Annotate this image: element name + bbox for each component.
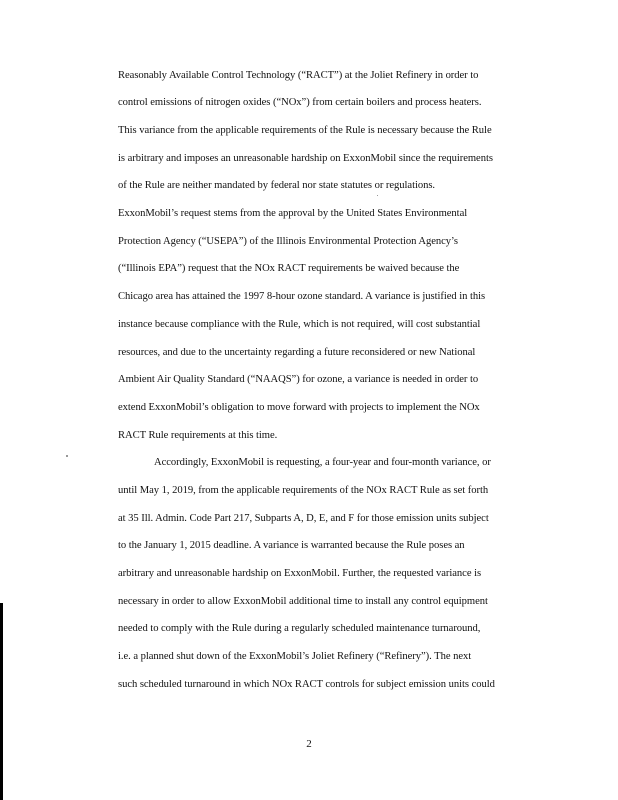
paragraph-first-line: Accordingly, ExxonMobil is requesting, a four-year and four-month variance, or: [154, 457, 491, 468]
scan-edge-bar: [0, 603, 3, 800]
page-number: 2: [306, 738, 312, 750]
text-line: Reasonably Available Control Technology (“RACT”) at the Joliet Refinery in order to: [118, 70, 479, 81]
text-line: instance because compliance with the Rule, which is not required, will cost substantial: [118, 319, 481, 330]
text-line: is arbitrary and imposes an unreasonable hardship on ExxonMobil since the requirements: [118, 153, 493, 164]
text-line: (“Illinois EPA”) request that the NOx RACT requirements be waived because the: [118, 263, 460, 274]
text-line: of the Rule are neither mandated by federal nor state statutes or regulations.: [118, 180, 436, 191]
text-line: Protection Agency (“USEPA”) of the Illinois Environmental Protection Agency’s: [118, 236, 458, 247]
text-line: RACT Rule requirements at this time.: [118, 430, 278, 441]
text-line: ExxonMobil’s request stems from the approval by the United States Environmental: [118, 208, 468, 219]
text-line: arbitrary and unreasonable hardship on ExxonMobil. Further, the requested variance is: [118, 568, 482, 579]
text-line: i.e. a planned shut down of the ExxonMobil’s Joliet Refinery (“Refinery”). The next: [118, 651, 472, 662]
scan-speck: [377, 195, 378, 196]
text-line: to the January 1, 2015 deadline. A variance is warranted because the Rule poses an: [118, 540, 465, 551]
text-line: such scheduled turnaround in which NOx RACT controls for subject emission units could: [118, 679, 495, 690]
text-line: extend ExxonMobil’s obligation to move forward with projects to implement the NOx: [118, 402, 480, 413]
text-line: needed to comply with the Rule during a regularly scheduled maintenance turnaround,: [118, 623, 481, 634]
text-line: necessary in order to allow ExxonMobil additional time to install any control equipment: [118, 596, 488, 607]
scan-speck: [66, 455, 68, 457]
text-line: at 35 Ill. Admin. Code Part 217, Subparts A, D, E, and F for those emission units subject: [118, 513, 489, 524]
text-line: resources, and due to the uncertainty regarding a future reconsidered or new National: [118, 347, 476, 358]
text-line: control emissions of nitrogen oxides (“NOx”) from certain boilers and process heaters.: [118, 97, 482, 108]
text-line: Chicago area has attained the 1997 8-hour ozone standard. A variance is justified in this: [118, 291, 486, 302]
text-line: This variance from the applicable requirements of the Rule is necessary because the Rule: [118, 125, 492, 136]
text-line: Ambient Air Quality Standard (“NAAQS”) for ozone, a variance is needed in order to: [118, 374, 479, 385]
text-line: until May 1, 2019, from the applicable requirements of the NOx RACT Rule as set forth: [118, 485, 489, 496]
